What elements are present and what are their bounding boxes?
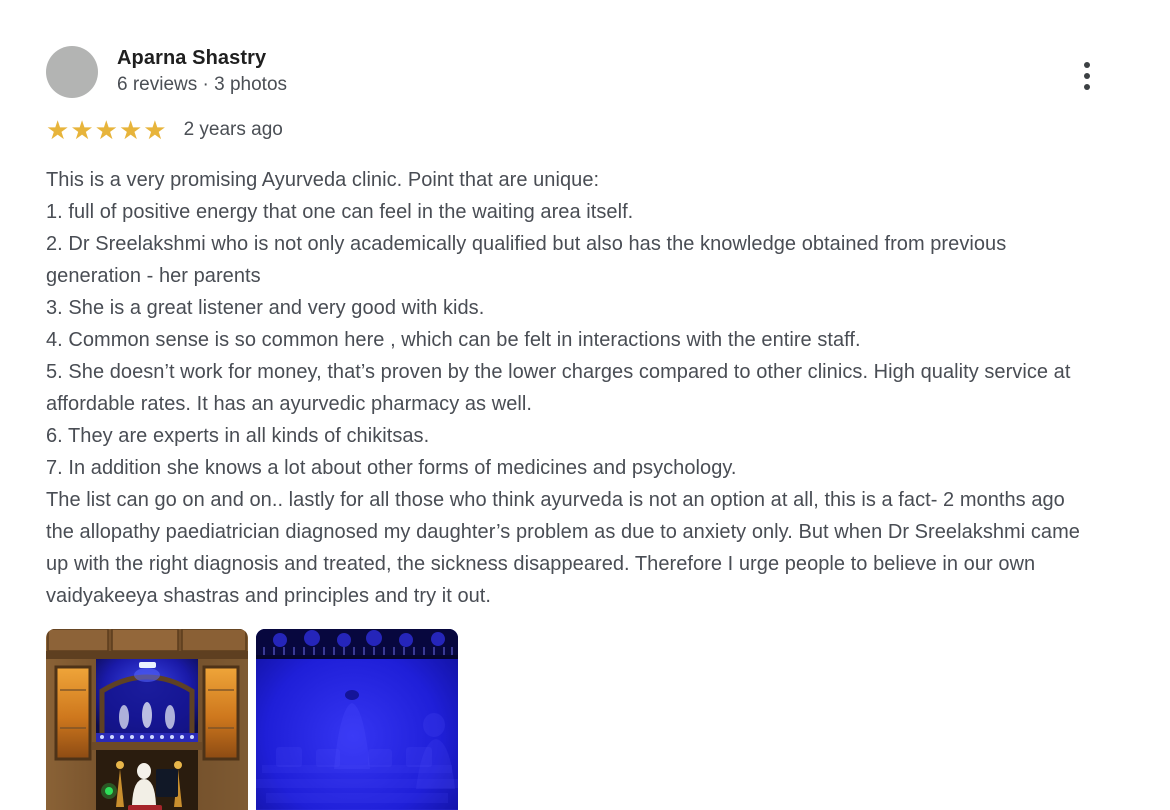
review-paragraph-7: 6. They are experts in all kinds of chikitsas. [46,425,430,447]
star-rating [46,117,167,143]
reviewer-stats: 6 reviews · 3 photos [117,74,288,95]
review-body-text [46,164,1090,612]
review-photo-thumbnail[interactable] [256,629,458,810]
reviewer-info [117,44,287,98]
avatar [46,46,98,98]
review-paragraph-3: 2. Dr Sreelakshmi who is not only academically qualified but also has the knowledge obtained from previous generation - her parents [46,233,1007,287]
star-1: ★ [46,115,70,145]
review-photo-thumbnail[interactable] [46,629,248,810]
reviewer-name[interactable]: Aparna Shastry [117,47,267,69]
star-4: ★ [118,115,143,145]
review-paragraph-5: 4. Common sense is so common here , which can be felt in interactions with the entire staff. [46,329,861,351]
rating-row [46,117,1124,143]
menu-dot [1084,84,1090,90]
review-paragraph-9: The list can go on and on.. lastly for all those who think ayurveda is not an option at all, this is a fact- 2 months ago the allopathy paediatrician diagnosed my daughter’s problem as due to anxiety only. But when Dr Sreelakshmi came up with the right diagnosis and treated, the sickness disappeared. Therefore I urge people to believe in our own vaidyakeeya shastras and principles and try it out. [46,489,1080,607]
star-5: ★ [143,115,167,145]
menu-dot [1084,62,1090,68]
menu-dot [1084,73,1090,79]
blue-lit-interior-photo [256,629,458,810]
more-vert-icon[interactable] [1072,56,1102,96]
review-timestamp: 2 years ago [183,119,283,140]
star-3: ★ [94,115,118,145]
star-2: ★ [70,115,94,145]
review-paragraph-1: This is a very promising Ayurveda clinic. Point that are unique: [46,169,600,191]
review-paragraph-6: 5. She doesn’t work for money, that’s proven by the lower charges compared to other clinics. High quality service at affordable rates. It has an ayurvedic pharmacy as well. [46,361,1071,415]
review-paragraph-8: 7. In addition she knows a lot about other forms of medicines and psychology. [46,457,737,479]
review-header [46,44,1124,98]
review-paragraph-2: 1. full of positive energy that one can feel in the waiting area itself. [46,201,634,223]
review-paragraph-4: 3. She is a great listener and very good with kids. [46,297,485,319]
puja-mandir-photo [46,629,248,810]
review-photo-strip [46,629,1124,810]
